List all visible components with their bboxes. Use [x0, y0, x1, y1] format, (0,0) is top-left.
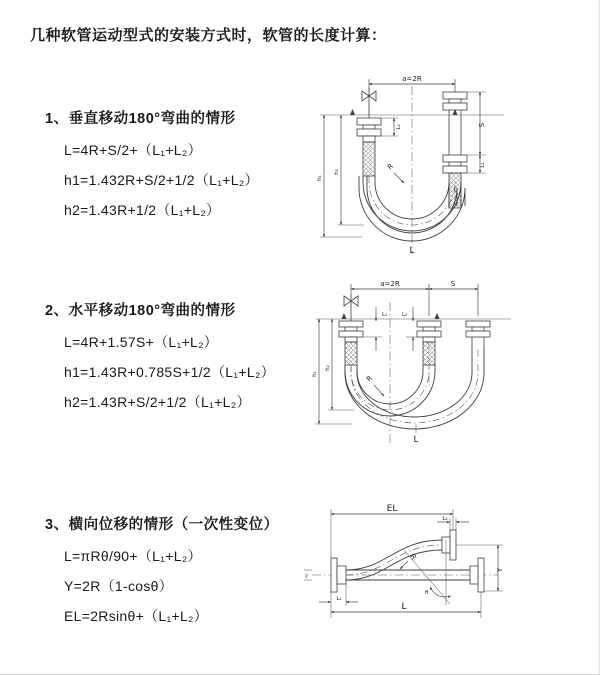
dim-label-l1: L₁	[382, 312, 388, 318]
dim-label-l-total: L	[409, 246, 415, 256]
dim-label-s: S	[478, 122, 486, 128]
radius-leader	[400, 553, 418, 569]
left-hose-fitting	[339, 313, 363, 365]
dim-label-r: R	[365, 374, 375, 384]
datum-label-z: z	[305, 573, 308, 580]
section-3-formula-EL: EL=2Rsinθ+（L₁+L₂）	[64, 608, 209, 624]
section-3-formula-Y: Y=2R（1-cosθ）	[64, 578, 174, 594]
section-3-heading: 3、横向位移的情形（一次性变位）	[45, 517, 279, 533]
centerlines	[320, 86, 504, 254]
dim-label-s: S	[450, 280, 456, 288]
dimension-l1	[319, 584, 358, 606]
dimension-l-total	[331, 592, 481, 618]
section-3-formula-L: L=πRθ/90+（L₁+L₂）	[64, 548, 202, 564]
dim-label-l2: L₂	[402, 312, 408, 318]
top-dimensions	[351, 280, 478, 316]
left-flange	[331, 558, 346, 592]
dim-label-l2: L₂	[442, 516, 448, 522]
radius-leader	[365, 374, 384, 396]
valve-icon	[344, 294, 358, 321]
left-hose-fitting	[350, 109, 381, 176]
page-title: 几种软管运动型式的安装方式时，软管的长度计算：	[30, 27, 387, 44]
travel-dimension-s	[467, 92, 486, 173]
valve-icon	[362, 88, 376, 118]
dim-label-r: R	[386, 162, 396, 172]
dim-label-r: R	[408, 552, 418, 562]
dim-label-h2: h₂	[334, 169, 340, 175]
length-label	[413, 424, 418, 445]
diagram-vertical-180-bend	[312, 70, 592, 260]
right-hose-fitting	[466, 321, 490, 347]
dim-label-l-total: L	[413, 435, 419, 445]
dim-label-l: L	[401, 602, 407, 612]
section-1-heading: 1、垂直移动180°弯曲的情形	[45, 111, 236, 127]
s-curve-hose	[346, 540, 442, 580]
dim-label-el: EL	[386, 504, 398, 514]
radius-leader	[386, 162, 404, 183]
dim-label-y: Y	[496, 567, 504, 573]
hose-curves	[345, 347, 484, 429]
middle-hose-fitting	[417, 313, 441, 365]
dim-label-a2r: a=2R	[402, 75, 422, 83]
top-flange-displaced	[442, 530, 456, 560]
fitting-length-dimension-l1	[381, 118, 402, 136]
section-2-heading: 2、水平移动180°弯曲的情形	[45, 303, 236, 319]
dim-label-h1: h₁	[312, 371, 318, 377]
dim-label-l1: L₁	[396, 124, 402, 130]
section-2-formula-h2: h2=1.43R+S/2+1/2（L₁+L₂）	[64, 394, 251, 410]
dim-label-h1: h₁	[317, 175, 323, 181]
diagram-lateral-displacement	[298, 500, 600, 650]
dim-label-l2: L₂	[480, 162, 486, 168]
section-1-formula-L: L=4R+S/2+（L₁+L₂）	[64, 142, 202, 158]
right-flange	[470, 558, 484, 592]
section-2-formula-L: L=4R+1.57S+（L₁+L₂）	[64, 334, 219, 350]
dim-label-a2r: a=2R	[380, 280, 400, 288]
section-2-formula-h1: h1=1.43R+0.785S+1/2（L₁+L₂）	[64, 364, 275, 380]
fitting-length-dimensions	[363, 307, 417, 351]
diagram-horizontal-180-bend	[306, 276, 598, 458]
dim-label-h2: h₂	[325, 365, 331, 371]
dim-label-l1: L₁	[336, 596, 342, 602]
section-1-formula-h1: h1=1.432R+S/2+1/2（L₁+L₂）	[64, 172, 259, 188]
section-1-formula-h2: h2=1.43R+1/2（L₁+L₂）	[64, 202, 221, 218]
dim-label-theta: θ	[425, 590, 429, 596]
